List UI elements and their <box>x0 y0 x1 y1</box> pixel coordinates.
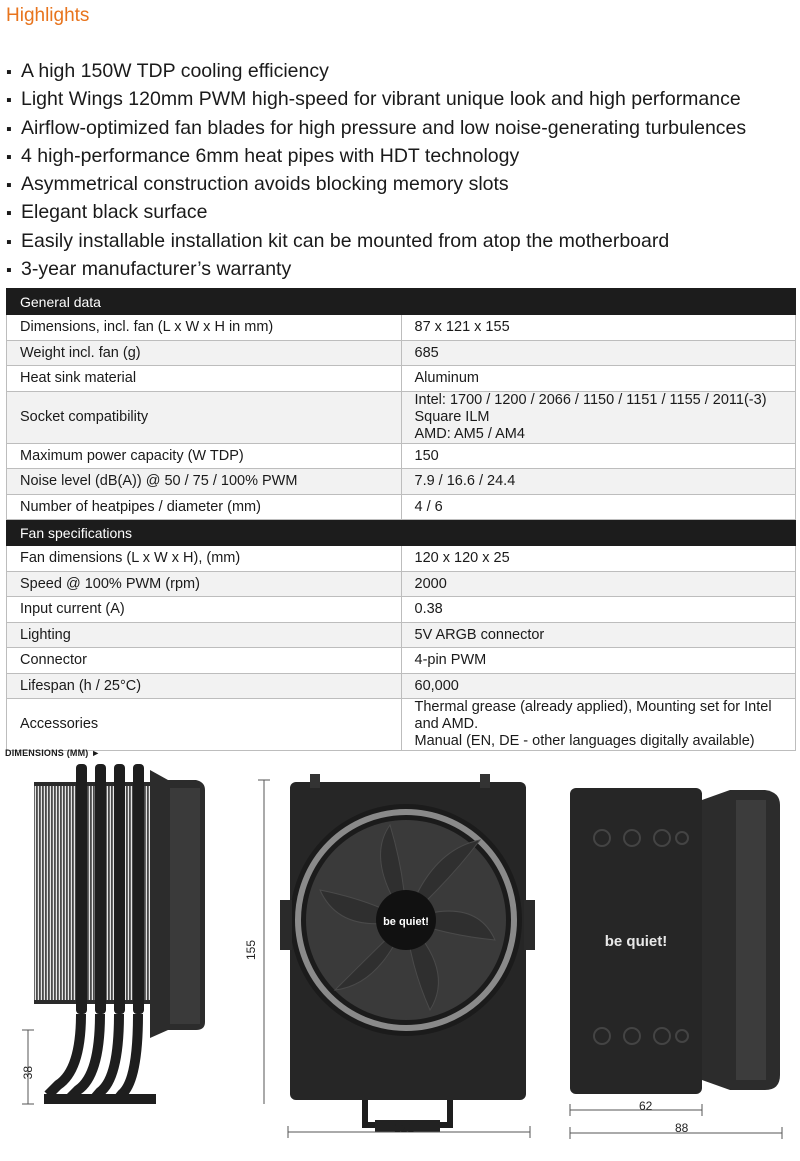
highlights-list <box>6 58 796 284</box>
table-row: Fan dimensions (L x W x H), (mm) 120 x 120 x 25 <box>7 546 796 572</box>
top-view-illustration <box>560 760 795 1145</box>
highlights-title: Highlights <box>6 5 90 26</box>
general-data-header: General data <box>7 289 796 315</box>
dimension-total-height: 155 <box>244 940 258 961</box>
highlight-item: ▪ Elegant black surface <box>6 201 208 224</box>
highlight-item: ▪ Light Wings 120mm PWM high-speed for vibrant unique look and high performance <box>6 88 741 111</box>
table-row: Connector 4-pin PWM <box>7 648 796 674</box>
dimension-depth-heatsink: 62 <box>639 1099 653 1113</box>
table-row: Accessories Thermal grease (already applied), Mounting set for Intel and AMD. Manual (EN, DE - other languages digitally available) <box>7 699 796 751</box>
side-view-illustration <box>0 760 270 1140</box>
highlight-item: ▪ Airflow-optimized fan blades for high pressure and low noise-generating turbulences <box>6 116 747 139</box>
table-row: Number of heatpipes / diameter (mm) 4 / 6 <box>7 494 796 520</box>
highlight-item: ▪ Easily installable installation kit can be mounted from atop the motherboard <box>6 229 670 252</box>
table-row: Maximum power capacity (W TDP) 150 <box>7 443 796 469</box>
highlight-item: ▪ 4 high-performance 6mm heat pipes with HDT technology <box>6 144 520 167</box>
dimensions-label: DIMENSIONS (MM) ► <box>5 748 101 758</box>
table-row: Lifespan (h / 25°C) 60,000 <box>7 673 796 699</box>
table-row: Weight incl. fan (g) 685 <box>7 340 796 366</box>
dimension-base-height: 38 <box>21 1066 35 1080</box>
table-row: Lighting 5V ARGB connector <box>7 622 796 648</box>
highlight-item: ▪ A high 150W TDP cooling efficiency <box>6 60 329 82</box>
brand-logo: be quiet! <box>383 916 429 928</box>
spec-table <box>6 288 796 751</box>
table-row: Heat sink material Aluminum <box>7 366 796 392</box>
fan-specifications-header: Fan specifications <box>7 520 796 546</box>
table-row: Socket compatibility Intel: 1700 / 1200 / 2066 / 1150 / 1151 / 1155 / 2011(-3) Square ILM AMD: AM5 / AM4 <box>7 391 796 443</box>
table-row: Input current (A) 0.38 <box>7 597 796 623</box>
table-row: Speed @ 100% PWM (rpm) 2000 <box>7 571 796 597</box>
dimension-width: 121 <box>394 1121 415 1135</box>
table-row: Noise level (dB(A)) @ 50 / 75 / 100% PWM 7.9 / 16.6 / 24.4 <box>7 469 796 495</box>
table-row: Dimensions, incl. fan (L x W x H in mm) 87 x 121 x 155 <box>7 315 796 341</box>
front-view-illustration <box>280 770 535 1150</box>
brand-logo: be quiet! <box>604 933 668 950</box>
dimension-depth-total: 88 <box>675 1121 689 1135</box>
highlight-item: ▪ 3-year manufacturer’s warranty <box>6 258 292 281</box>
highlight-item: ▪ Asymmetrical construction avoids blocking memory slots <box>6 173 509 196</box>
